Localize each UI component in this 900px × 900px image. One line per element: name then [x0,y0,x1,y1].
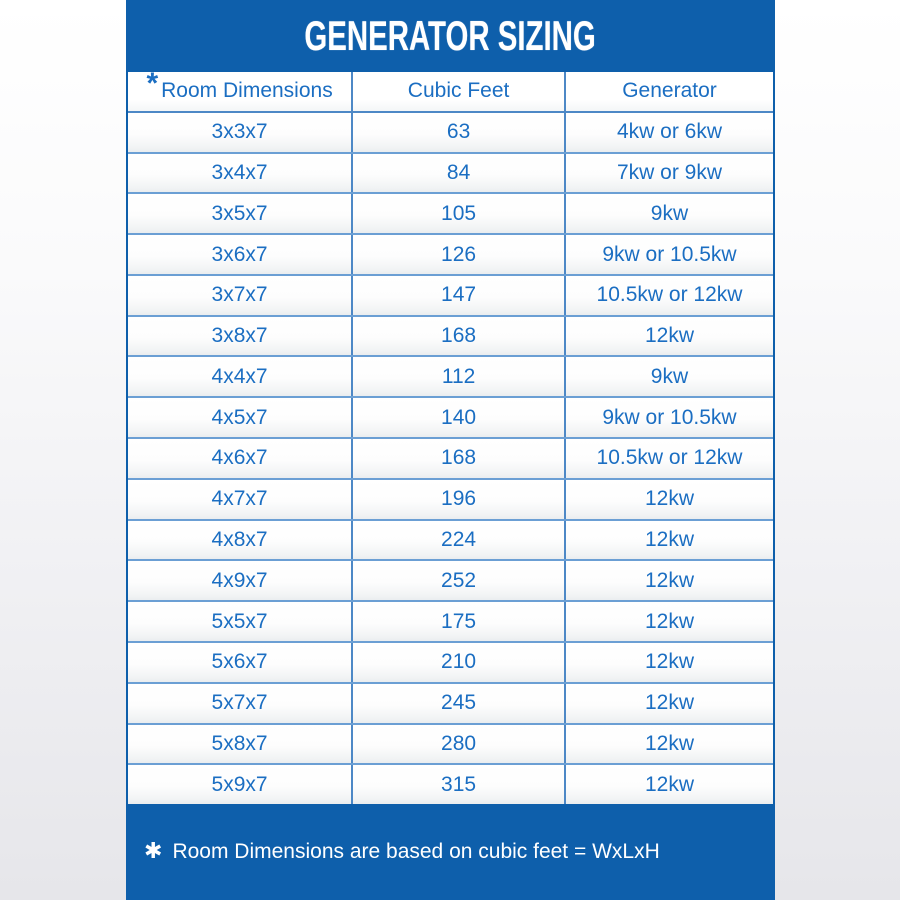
cell-cubic-feet: 84 [351,154,564,193]
cell-cubic-feet: 224 [351,521,564,560]
cell-room-dimensions: 3x5x7 [128,194,351,233]
cell-generator: 10.5kw or 12kw [564,276,773,315]
table-row [128,276,773,317]
cell-room-dimensions: 4x6x7 [128,439,351,478]
column-header-room-dimensions: * Room Dimensions [128,72,351,111]
cell-cubic-feet: 252 [351,561,564,600]
cell-cubic-feet: 245 [351,684,564,723]
table-row [128,480,773,521]
cell-room-dimensions: 4x9x7 [128,561,351,600]
table-row [128,317,773,358]
cell-room-dimensions: 3x4x7 [128,154,351,193]
title-band [126,0,775,72]
cell-cubic-feet: 140 [351,398,564,437]
cell-generator: 4kw or 6kw [564,113,773,152]
table-row [128,561,773,602]
cell-room-dimensions: 5x9x7 [128,765,351,804]
cell-room-dimensions: 4x8x7 [128,521,351,560]
generator-sizing-panel [126,0,775,900]
cell-room-dimensions: 3x3x7 [128,113,351,152]
cell-cubic-feet: 175 [351,602,564,641]
cell-generator: 7kw or 9kw [564,154,773,193]
column-header-label: Cubic Feet [407,79,510,103]
table-row [128,765,773,804]
column-header-label: Room Dimensions [161,79,333,103]
sizing-table [126,67,775,804]
cell-generator: 12kw [564,765,773,804]
cell-room-dimensions: 3x6x7 [128,235,351,274]
cell-room-dimensions: 4x7x7 [128,480,351,519]
table-row [128,113,773,154]
cell-cubic-feet: 196 [351,480,564,519]
cell-cubic-feet: 280 [351,725,564,764]
cell-generator: 12kw [564,725,773,764]
cell-cubic-feet: 105 [351,194,564,233]
table-row [128,357,773,398]
cell-generator: 12kw [564,643,773,682]
cell-cubic-feet: 168 [351,439,564,478]
column-header-generator [564,72,773,111]
cell-cubic-feet: 112 [351,357,564,396]
cell-generator: 12kw [564,602,773,641]
cell-generator: 9kw or 10.5kw [564,235,773,274]
cell-room-dimensions: 5x7x7 [128,684,351,723]
table-row [128,643,773,684]
cell-room-dimensions: 3x8x7 [128,317,351,356]
cell-generator: 9kw [564,194,773,233]
cell-room-dimensions: 3x7x7 [128,276,351,315]
cell-generator: 12kw [564,561,773,600]
cell-generator: 12kw [564,480,773,519]
cell-cubic-feet: 126 [351,235,564,274]
table-row [128,521,773,562]
page-title: GENERATOR SIZING [304,12,597,59]
asterisk-icon: ✱ [144,839,163,864]
table-row [128,602,773,643]
cell-generator: 10.5kw or 12kw [564,439,773,478]
table-row [128,398,773,439]
table-row [128,725,773,766]
table-row [128,684,773,725]
cell-cubic-feet: 210 [351,643,564,682]
footnote-text: Room Dimensions are based on cubic feet = WxLxH [172,840,660,863]
column-header-label: Generator [622,79,717,103]
table-header-row [128,67,773,113]
table-row [128,154,773,195]
column-header-cubic-feet [351,72,564,111]
cell-generator: 12kw [564,521,773,560]
cell-room-dimensions: 4x4x7 [128,357,351,396]
table-row [128,439,773,480]
cell-generator: 12kw [564,317,773,356]
cell-generator: 12kw [564,684,773,723]
cell-cubic-feet: 147 [351,276,564,315]
cell-room-dimensions: 5x8x7 [128,725,351,764]
cell-generator: 9kw or 10.5kw [564,398,773,437]
footnote-band [126,804,775,900]
cell-room-dimensions: 4x5x7 [128,398,351,437]
cell-cubic-feet: 63 [351,113,564,152]
table-row [128,235,773,276]
table-row [128,194,773,235]
cell-generator: 9kw [564,357,773,396]
cell-room-dimensions: 5x6x7 [128,643,351,682]
cell-room-dimensions: 5x5x7 [128,602,351,641]
cell-cubic-feet: 315 [351,765,564,804]
cell-cubic-feet: 168 [351,317,564,356]
